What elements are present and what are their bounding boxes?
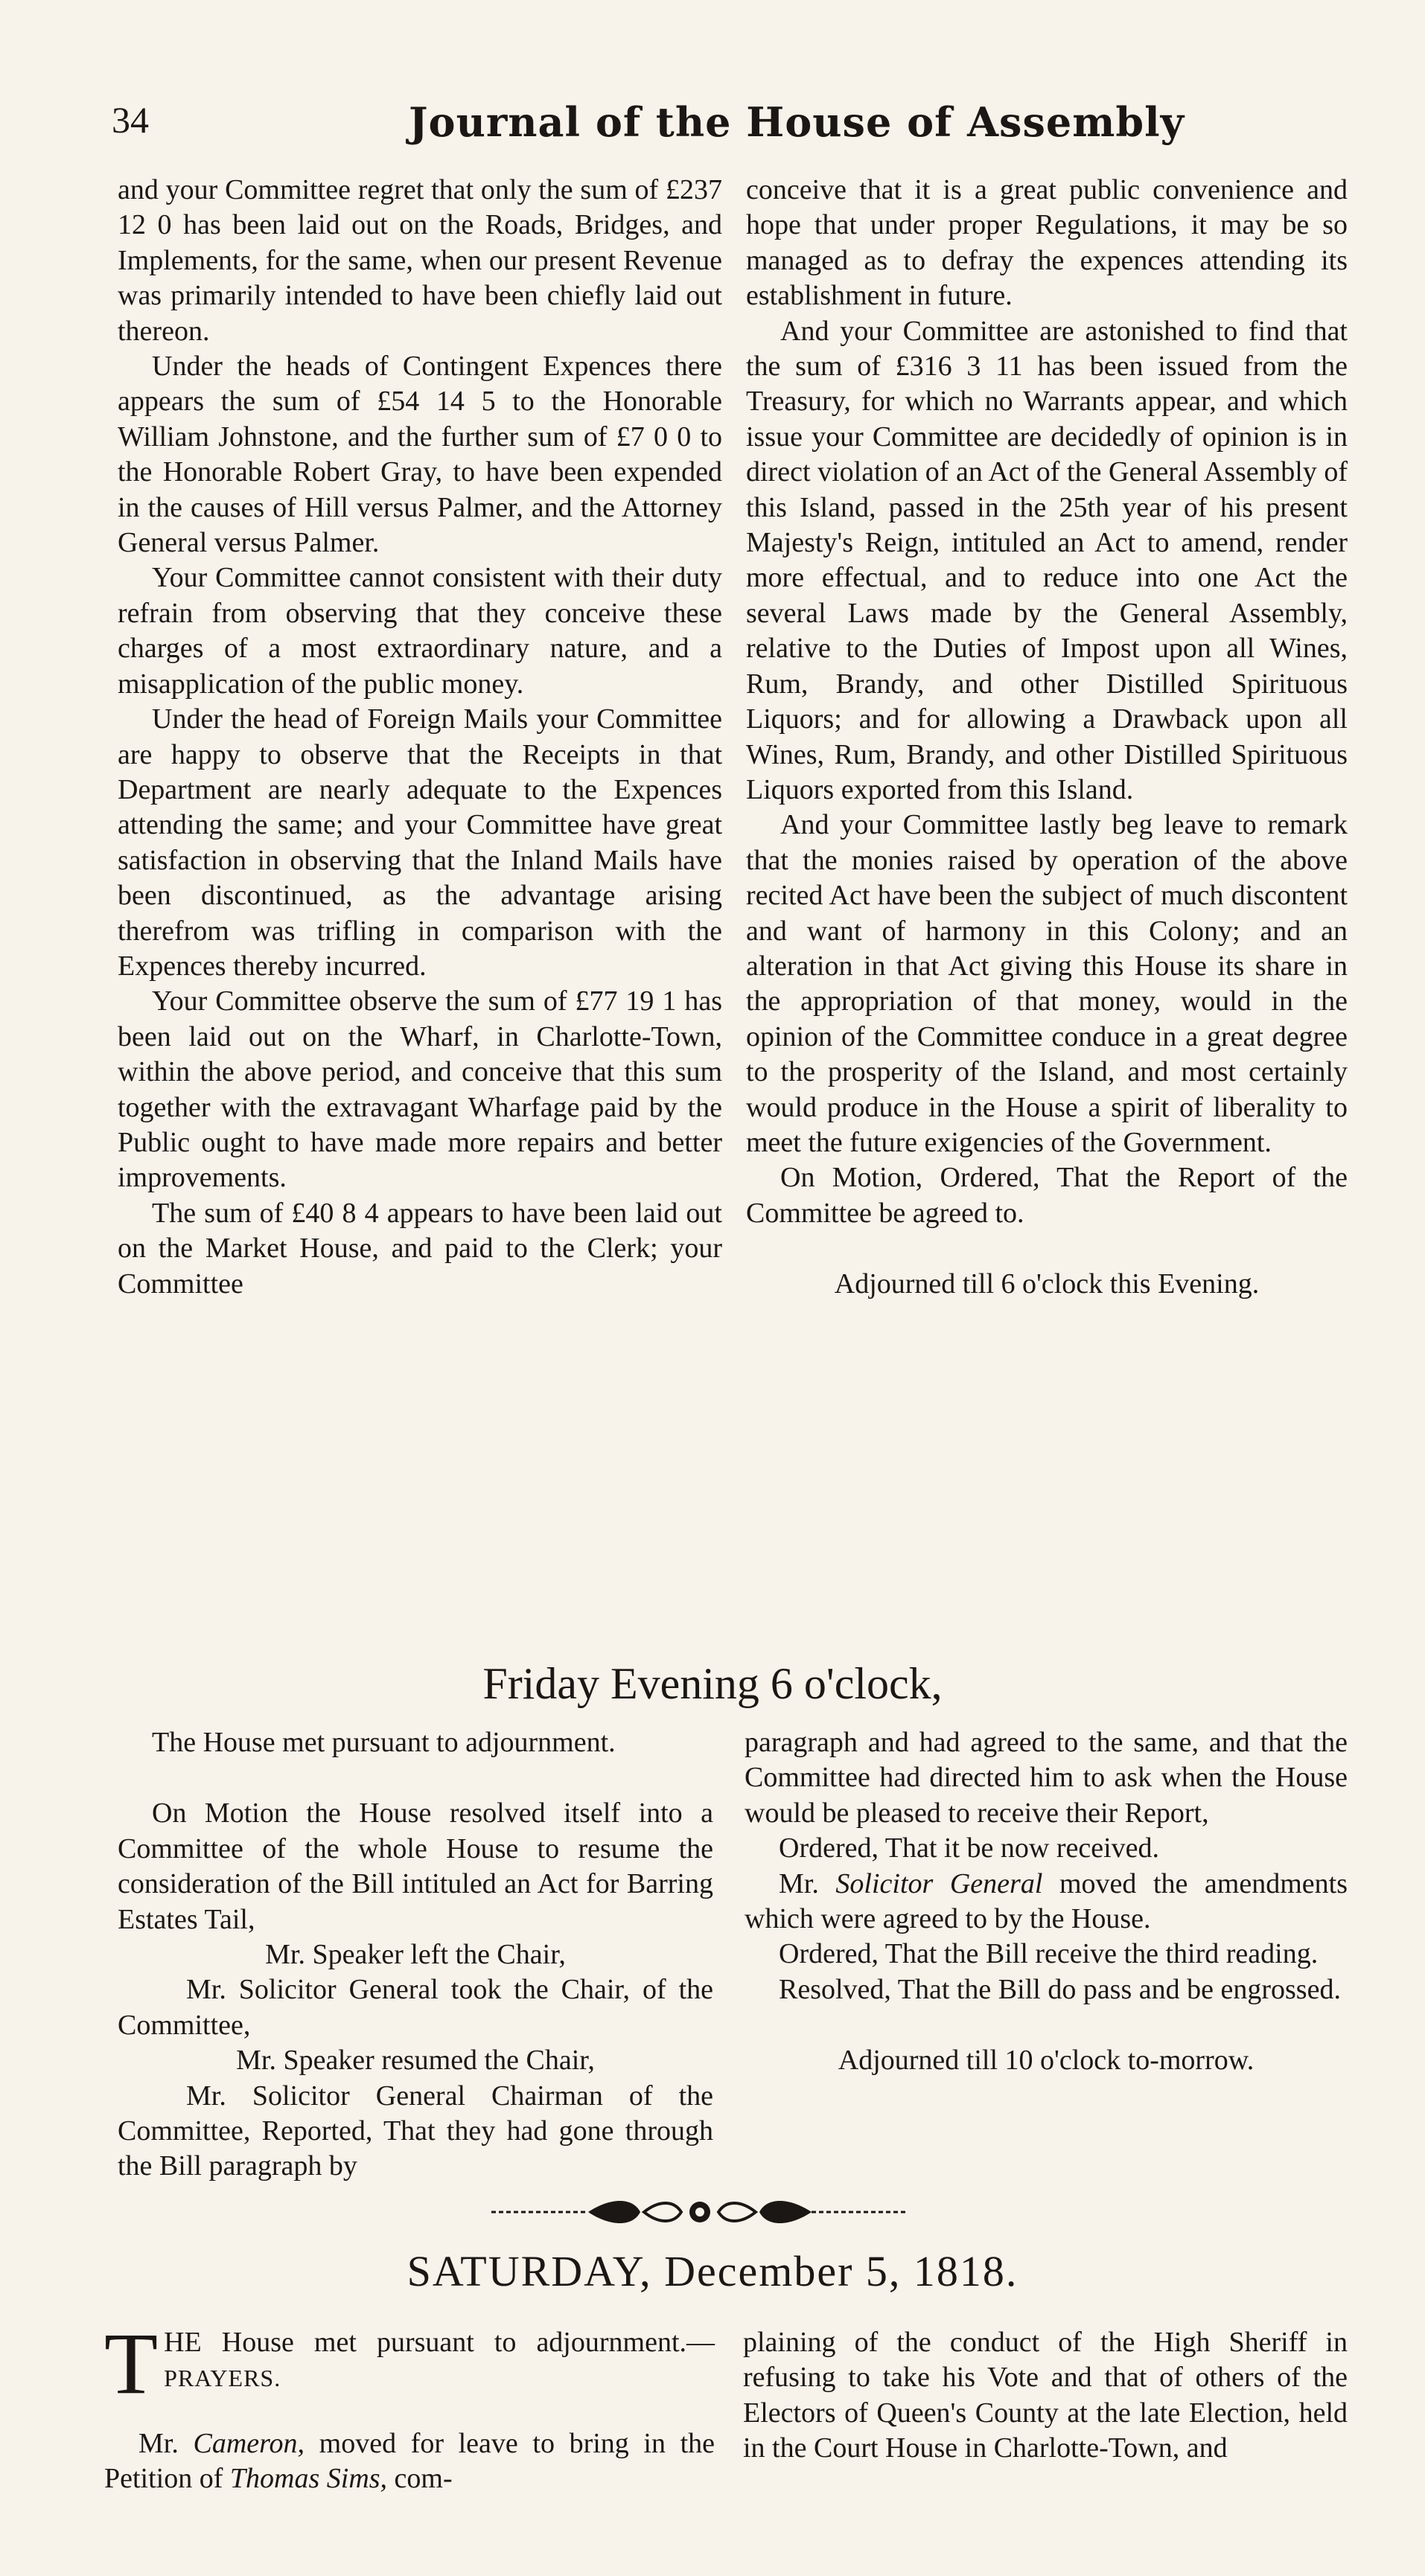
friday-evening-heading: Friday Evening 6 o'clock,	[482, 1659, 943, 1708]
running-title: Journal of the House of Assembly	[409, 98, 1185, 146]
paragraph: conceive that it is a great public convenience and hope that under proper Regulations, it may be so managed as to defray the expences attending its establishment in future.	[746, 174, 1348, 312]
paragraph: paragraph and had agreed to the same, and that the Committee had directed him to ask when the House would be pleased to receive their Report,	[745, 1727, 1348, 1829]
paragraph	[104, 2426, 715, 2497]
paragraph: Under the head of Foreign Mails your Committee are happy to observe that the Receipts in that Department are nearly adequate to the Expences attending the same; and your Committee have great satisfaction in observing that the Inland Mails have been discontinued, as the advantage arising therefrom was trifling in comparison with the Expences thereby incurred.	[118, 703, 722, 982]
paragraph: and your Committee regret that only the sum of £237 12 0 has been laid out on the Roads, Bridges, and Implements, for the same, when our present Revenue was primarily intended to have been chiefly laid out thereon.	[118, 174, 722, 347]
paragraph: Ordered, That the Bill receive the third reading.	[779, 1938, 1319, 1970]
paragraph: Mr. Speaker resumed the Chair,	[236, 2045, 595, 2077]
mid-left-column	[118, 1725, 713, 2185]
paragraph: Ordered, That it be now received.	[779, 1832, 1160, 1864]
name-italic: Solicitor General	[835, 1867, 1043, 1899]
paragraph: plaining of the conduct of the High Sheriff in refusing to take his Vote and that of others of the Electors of Queen's County at the late Election, held in the Court House in Charlotte-Town, and	[743, 2327, 1348, 2464]
paragraph	[104, 2315, 715, 2412]
text-run: Mr.	[779, 1867, 819, 1899]
paragraph: On Motion, Ordered, That the Report of the Committee be agreed to.	[746, 1162, 1348, 1229]
paragraph: Your Committee observe the sum of £77 19 1 has been laid out on the Wharf, in Charlotte-Town, within the above period, and conceive that this sum together with the extravagant Wharfage paid by the Public ought to have made more repairs and better improvements.	[118, 985, 722, 1194]
adjourned-line: Adjourned till 6 o'clock this Evening.	[834, 1268, 1260, 1300]
top-left-column	[118, 173, 722, 1302]
paragraph: Mr. Solicitor General took the Chair, of the Committee,	[118, 1974, 713, 2041]
page-number: 34	[112, 99, 149, 141]
text-run: Mr.	[138, 2427, 179, 2459]
drop-cap: T	[104, 2315, 159, 2412]
paragraph: Mr. Speaker left the Chair,	[265, 1939, 566, 1971]
paragraph: Your Committee cannot consistent with their duty refrain from observing that they conceive these charges of a most extraordinary nature, and a misapplication of the public money.	[118, 562, 722, 700]
name-italic: Thomas Sims,	[229, 2463, 388, 2495]
paragraph: On Motion the House resolved itself into a Committee of the whole House to resume the consideration of the Bill intituled an Act for Barring Estates Tail,	[118, 1797, 713, 1935]
paragraph	[745, 1867, 1348, 1937]
saturday-heading: SATURDAY, December 5, 1818.	[407, 2247, 1018, 2295]
text-run: moved for leave to bring in the Petition of	[104, 2427, 715, 2495]
paragraph: And your Committee are astonished to find that the sum of £316 3 11 has been issued from the Treasury, for which no Warrants appear, and which issue your Committee are decidedly of opinion is in direct violation of an Act of the General Assembly of this Island, passed in the 25th year of his present Majesty's Reign, intituled an Act to amend, render more effectual, and to reduce into one Act the several Laws made by the General Assembly, relative to the Duties of Impost upon all Wines, Rum, Brandy, and other Distilled Spirituous Liquors; and for allowing a Drawback upon all Wines, Rum, Brandy, and other Distilled Spirituous Liquors exported from this Island.	[746, 315, 1348, 805]
paragraph: And your Committee lastly beg leave to remark that the monies raised by operation of the above recited Act have been the subject of much discontent and want of harmony in this Colony; and an alteration in that Act giving this House its share in the appropriation of that money, would in the opinion of the Committee conduce in a great degree to the prosperity of the Island, and most certainly would produce in the House a spirit of liberality to meet the future exigencies of the Government.	[746, 809, 1348, 1158]
adjourned-line: Adjourned till 10 o'clock to-morrow.	[838, 2045, 1255, 2077]
bottom-right-column	[743, 2325, 1348, 2467]
mid-right-column	[745, 1725, 1348, 2079]
ornament-divider	[491, 2197, 908, 2227]
prayers-label: PRAYERS.	[164, 2365, 281, 2392]
top-right-column	[746, 173, 1348, 1303]
paragraph: Mr. Solicitor General Chairman of the Committee, Reported, That they had gone through the Bill paragraph by	[118, 2080, 713, 2182]
paragraph: Under the heads of Contingent Expences there appears the sum of £54 14 5 to the Honorable William Johnstone, and the further sum of £7 0 0 to the Honorable Robert Gray, to have been expended in the causes of Hill versus Palmer, and the Attorney General versus Palmer.	[118, 351, 722, 559]
text-run: HE House met pursuant to adjournment.—	[164, 2327, 715, 2358]
paragraph: The House met pursuant to adjournment.	[152, 1727, 616, 1758]
paragraph: Resolved, That the Bill do pass and be engrossed.	[779, 1973, 1341, 2005]
paragraph: The sum of £40 8 4 appears to have been laid out on the Market House, and paid to the Clerk; your Committee	[118, 1197, 722, 1300]
text-run: moved the amendments which were agreed to by the House.	[745, 1867, 1348, 1935]
page-header	[112, 98, 1333, 158]
text-run: com-	[394, 2463, 453, 2495]
name-italic: Cameron,	[193, 2427, 305, 2459]
bottom-left-column	[104, 2315, 715, 2497]
